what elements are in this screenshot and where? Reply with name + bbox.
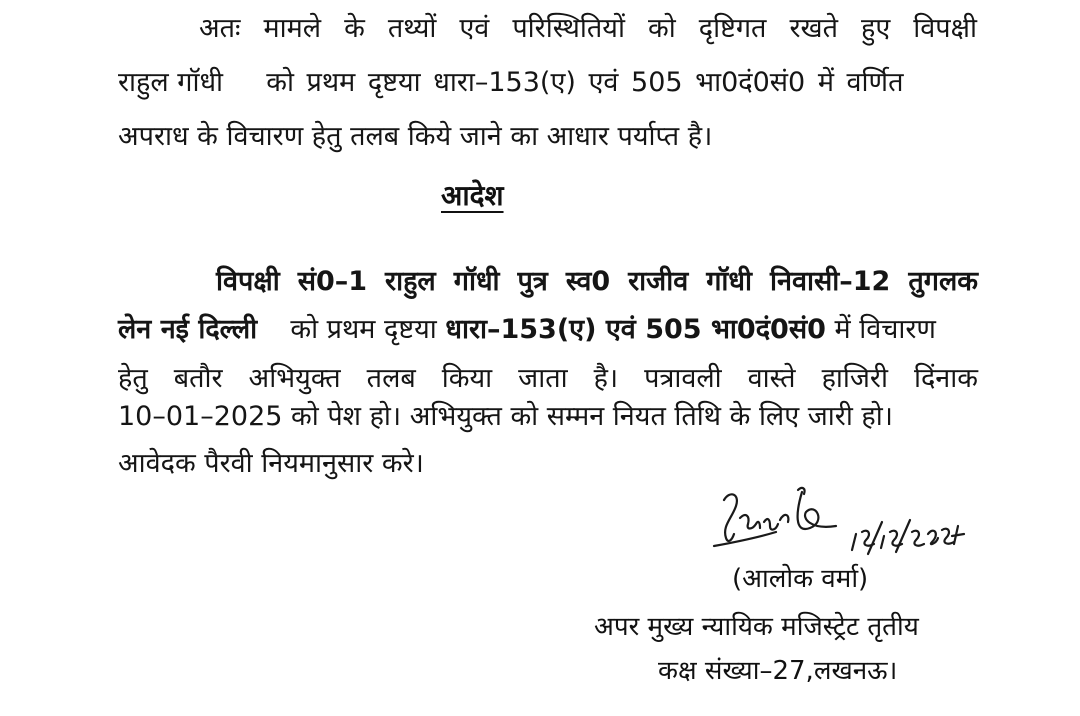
order-heading: आदेश xyxy=(441,179,504,212)
section-bold-text: धारा–153(ए) एवं 505 भा0दं0सं0 xyxy=(445,314,826,345)
address-bold-text: लेन नई दिल्ली xyxy=(118,314,258,345)
order-line-1: विपक्षी सं0–1 राहुल गॉधी पुत्र स्व0 राजीव गॉधी निवासी–12 तुगलक xyxy=(216,266,978,297)
findings-line-2-rest: को प्रथम दृष्टया धारा–153(ए) एवं 505 भा0दं0सं0 में वर्णित xyxy=(266,67,904,98)
designation-line-1: अपर मुख्य न्यायिक मजिस्ट्रेट तृतीय xyxy=(594,612,919,642)
order-line-4: 10–01–2025 को पेश हो। अभियुक्त को सम्मन नियत तिथि के लिए जारी हो। xyxy=(118,401,893,432)
order-line-2-end: में विचारण xyxy=(834,314,936,345)
designation-line-2: कक्ष संख्या–27,लखनऊ। xyxy=(658,656,898,686)
findings-line-2 xyxy=(118,66,978,100)
order-line-2 xyxy=(118,313,988,347)
order-line-5: आवेदक पैरवी नियमानुसार करे। xyxy=(118,448,424,479)
order-line-3: हेतु बतौर अभियुक्त तलब किया जाता है। पत्रावली वास्ते हाजिरी दिंनाक xyxy=(118,363,978,394)
order-line-2-mid: को प्रथम दृष्टया xyxy=(290,314,437,345)
findings-line-3: अपराध के विचारण हेतु तलब किये जाने का आधार पर्याप्त है। xyxy=(118,121,713,152)
findings-line-1: अतः मामले के तथ्यों एवं परिस्थितियों को दृष्टिगत रखते हुए विपक्षी xyxy=(199,13,977,44)
signatory-name: (आलोक वर्मा) xyxy=(732,564,869,594)
accused-name-text: राहुल गॉधी xyxy=(118,67,224,98)
